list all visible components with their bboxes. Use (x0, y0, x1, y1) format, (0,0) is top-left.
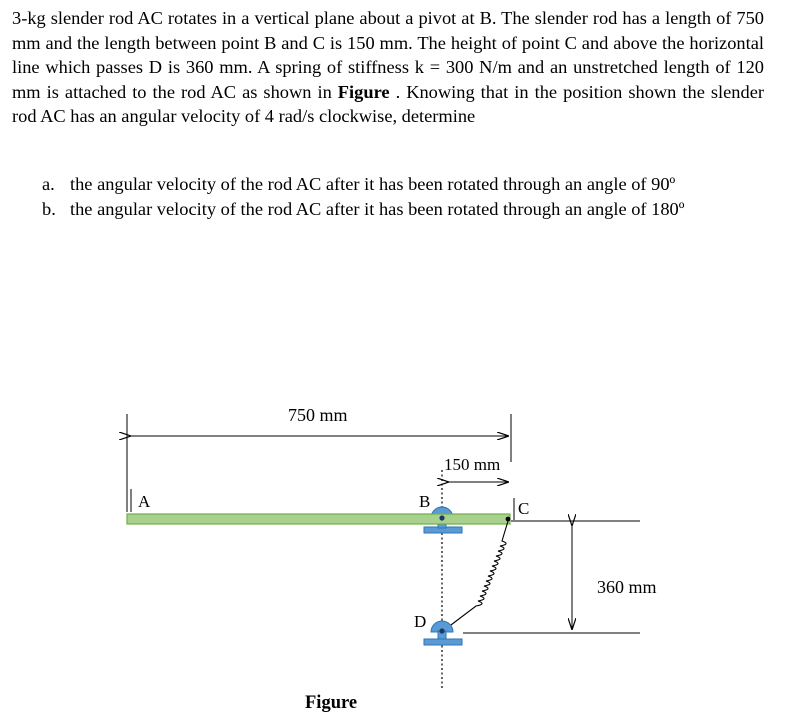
dim-360-label: 360 mm (597, 577, 657, 597)
part-b-label: b. (42, 199, 56, 219)
label-a: A (138, 492, 151, 511)
label-d: D (414, 612, 427, 631)
figure-reference: Figure (337, 81, 390, 102)
dim-150-label: 150 mm (444, 455, 501, 474)
part-b-text: the angular velocity of the rod AC after it has been rotated through an angle of 180º (70, 199, 685, 219)
figure-caption: Figure (305, 693, 358, 713)
part-a-label: a. (42, 174, 55, 194)
spring (443, 521, 508, 631)
label-b: B (419, 492, 431, 511)
dim-750-label: 750 mm (288, 405, 348, 425)
pivot-b-pin (439, 515, 444, 520)
label-c: C (518, 499, 530, 518)
point-c-pin (506, 517, 511, 522)
rod-ac (127, 514, 510, 524)
problem-text-1: 3-kg slender rod AC rotates in a vertical plane about a pivot at B. The slender rod has a length of 750 mm and the length between point B and C is 150 mm. The height of point C and above the horizontal line which passes D is 360 mm. A spring of stiffness k = 300 N/m and an unstretched length of 120 mm is attached to the rod AC as shown in (12, 8, 764, 102)
problem-text-2: . Knowing that in the position shown the slender rod AC has an angular velocity of 4 rad/s clockwise, determine (12, 81, 764, 127)
support-d (424, 621, 462, 645)
part-a-text: the angular velocity of the rod AC after it has been rotated through an angle of 90º (70, 174, 676, 194)
